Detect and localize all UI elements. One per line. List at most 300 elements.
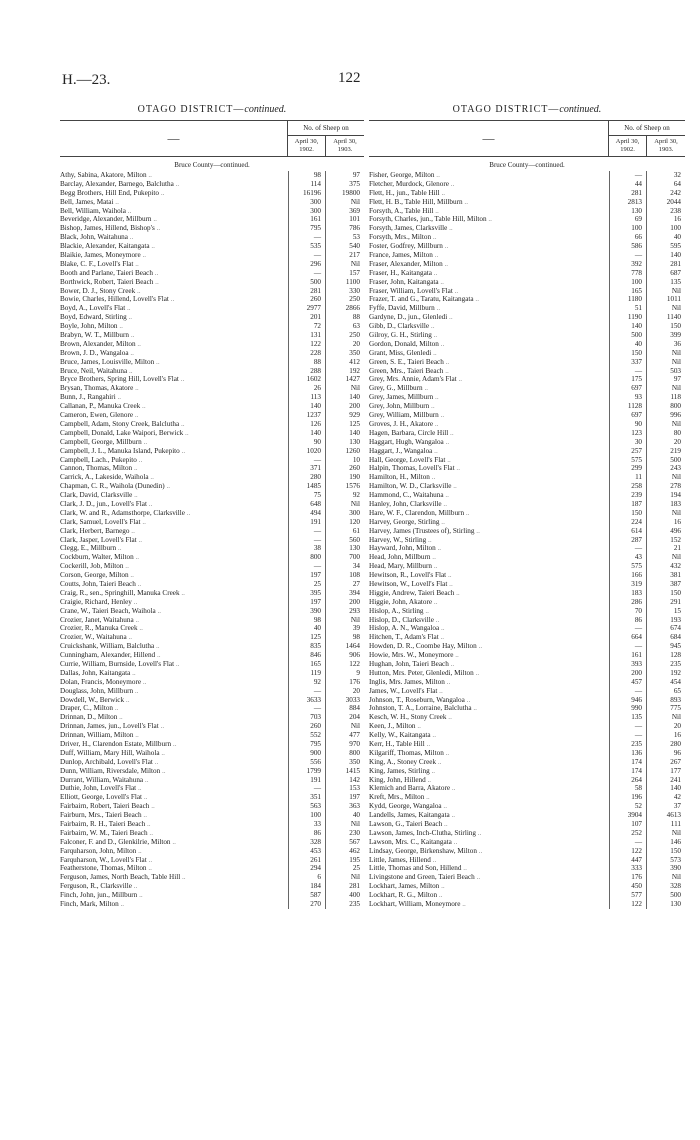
sheep-1903: 2044 [666,197,681,206]
owner-name: Howie, Mrs. W., Moneymore .. [369,651,609,660]
sheep-1903: 10 [352,455,360,464]
sheep-1902: 75 [288,491,326,500]
table-row [60,598,364,607]
sheep-1902: 107 [609,820,647,829]
table-row [369,384,685,393]
sheep-1902: 113 [288,393,326,402]
table-row [369,847,685,856]
owner-name: Cockburn, Walter, Milton .. [60,553,288,562]
sheep-1902: 300 [288,207,326,216]
table-row [60,616,364,625]
sheep-1902: 1602 [288,375,326,384]
table-row [60,856,364,865]
table-row [369,278,685,287]
table-row [60,509,364,518]
sheep-1902: — [609,838,647,847]
owner-name: Forsyth, James, Clarksville .. [369,224,609,233]
sheep-1902: 697 [609,384,647,393]
right-column-title: OTAGO DISTRICT—continued. [452,104,602,115]
table-row [60,589,364,598]
table-row [60,429,364,438]
sheep-1902: 800 [288,553,326,562]
sheep-1902: 69 [609,215,647,224]
owner-name: Kesch, W. H., Stony Creek .. [369,713,609,722]
owner-name: Bowie, Charles, Hillend, Lovell's Flat .. [60,295,288,304]
sheep-1902: 58 [609,784,647,793]
owner-name: Dolan, Francis, Moneymore .. [60,678,288,687]
owner-name: King, James, Stirling .. [369,767,609,776]
sheep-1902: — [609,544,647,553]
table-row [369,402,685,411]
sheep-1902: 778 [609,269,647,278]
sheep-1902: 140 [288,402,326,411]
sheep-1903: 125 [349,419,360,428]
right-table-body [369,171,685,909]
owner-name: Falconer, F. and D., Glenkilrie, Milton .. [60,838,288,847]
owner-name: Flett, H., jun., Table Hill .. [369,189,609,198]
sheep-1902: 264 [609,776,647,785]
table-row [60,438,364,447]
sheep-1903: 146 [670,837,681,846]
sheep-1902: 648 [288,500,326,509]
table-row [60,198,364,207]
sheep-1902: 165 [609,287,647,296]
sheep-1903: Nil [671,384,681,393]
table-row [60,740,364,749]
owner-name: Bell, James, Matai .. [60,198,288,207]
owner-name: Douglass, John, Millburn .. [60,687,288,696]
sheep-1903: 281 [349,882,360,891]
table-row [369,224,685,233]
table-row [60,900,364,909]
sheep-1903: 1415 [345,766,360,775]
owner-name: Drinnan, D., Milton .. [60,713,288,722]
sheep-1902: 100 [609,278,647,287]
sheep-1902: 140 [288,429,326,438]
owner-name: Hanley, John, Clarksville .. [369,500,609,509]
table-row [369,349,685,358]
owner-name: Lockhart, James, Milton .. [369,882,609,891]
sheep-1902: 577 [609,891,647,900]
sheep-1902: 100 [288,811,326,820]
sheep-1903: 140 [349,393,360,402]
table-row [369,624,685,633]
sheep-1902: 90 [609,420,647,429]
sheep-1902: 70 [609,607,647,616]
sheep-1902: 239 [609,491,647,500]
owner-name: Duthie, John, Lovell's Flat .. [60,784,288,793]
owner-name: Farquharson, W., Lovell's Flat .. [60,856,288,865]
sheep-1902: 1128 [609,402,647,411]
sheep-1903: 177 [670,766,681,775]
sheep-1902: 119 [288,669,326,678]
owner-name: Howden, D. R., Coombe Hay, Milton .. [369,642,609,651]
owner-name: Callanan, P., Manuka Creek .. [60,402,288,411]
owner-name: Johnson, T., Roseburn, Wangaloa .. [369,696,609,705]
year-1903-header: April 30, 1903. [654,138,678,153]
sheep-1902: 393 [609,660,647,669]
owner-name: Crozier, Janet, Waitahuna .. [60,616,288,625]
table-row [60,295,364,304]
sheep-1903: 970 [349,740,360,748]
owner-name: Athy, Sabina, Akatore, Milton .. [60,171,288,180]
owner-name: Campbell, J. L., Manuka Island, Pukepito .. [60,447,288,456]
sheep-1903: 190 [349,473,360,482]
table-row [60,864,364,873]
sheep-1902: 260 [288,295,326,304]
sheep-1902: 563 [288,802,326,811]
sheep-1903: 152 [670,535,681,544]
owner-name: Brown, J. D., Wangaloa .. [60,349,288,358]
sheep-1902: 235 [609,740,647,749]
sheep-1903: 111 [670,820,681,829]
sheep-1902: 261 [288,856,326,865]
sheep-1903: Nil [671,553,681,562]
sheep-1903: Nil [671,348,681,357]
table-row [60,224,364,233]
sheep-1902: 1799 [288,767,326,776]
document-code: H.—23. [62,72,111,88]
table-row [60,731,364,740]
sheep-1903: 390 [670,864,681,873]
owner-name: Ferguson, R., Clarksville .. [60,882,288,891]
table-row [369,375,685,384]
owner-name: Lockhart, R. G., Milton .. [369,891,609,900]
sheep-1903: 96 [673,748,681,757]
table-row [369,553,685,562]
owner-name: Clark, W. and R., Adamsthorpe, Clarksville .. [60,509,288,518]
sheep-1902: 371 [288,464,326,473]
owner-name: Grey, Mrs. Annie, Adam's Flat .. [369,375,609,384]
owner-name: Cunningham, Alexander, Hillend .. [60,651,288,660]
sheep-1903: 197 [349,793,360,802]
table-row [60,242,364,251]
table-row [60,251,364,260]
sheep-1902: 161 [609,651,647,660]
sheep-1903: 595 [670,242,681,251]
table-row [60,678,364,687]
table-row [369,829,685,838]
owner-name: Grant, Miss, Glenledi .. [369,349,609,358]
table-row [60,829,364,838]
sheep-1902: 390 [288,607,326,616]
owner-name: Carrick, A., Lakeside, Waihola .. [60,473,288,482]
table-row [60,571,364,580]
sheep-1903: 20 [352,686,360,695]
owner-name: Bower, D. J., Stony Creek .. [60,287,288,296]
sheep-1903: 1011 [666,295,681,304]
table-row [369,367,685,376]
sheep-1903: 399 [670,331,681,340]
table-row [369,651,685,660]
sheep-1902: 447 [609,856,647,865]
sheep-1903: 200 [349,402,360,411]
sheep-1903: 893 [670,695,681,704]
table-row [60,518,364,527]
sheep-1902: 1485 [288,482,326,491]
table-row [369,340,685,349]
sheep-1902: 200 [609,669,647,678]
sheep-1903: 250 [349,295,360,304]
sheep-1902: 125 [288,633,326,642]
owner-name: Flett, H. B., Table Hill, Millburn .. [369,198,609,207]
table-row [60,580,364,589]
sheep-1903: 200 [349,597,360,606]
sheep-1902: — [288,562,326,571]
sheep-1902: 135 [609,713,647,722]
sheep-1903: Nil [671,304,681,313]
sheep-count-header: No. of Sheep on [609,121,685,136]
sheep-1902: 294 [288,864,326,873]
table-row [60,607,364,616]
owner-name: Hall, George, Lovell's Flat .. [369,456,609,465]
sheep-1902: 43 [609,553,647,562]
sheep-1903: Nil [350,873,360,882]
table-row [60,847,364,856]
table-row [369,598,685,607]
table-row [60,651,364,660]
owner-name: Green, Mrs., Taieri Beach .. [369,367,609,376]
sheep-1903: 16 [673,215,681,224]
sheep-1903: 235 [670,659,681,668]
sheep-1903: 140 [349,428,360,437]
sheep-1902: 228 [288,349,326,358]
owner-name: Haggart, J., Wangaloa .. [369,447,609,456]
table-row [369,171,685,180]
table-row [369,242,685,251]
year-1902-header: April 30, 1902. [288,136,326,156]
table-row [369,776,685,785]
table-row [369,687,685,696]
sheep-1903: 32 [673,171,681,179]
sheep-1902: 52 [609,802,647,811]
sheep-1902: — [288,251,326,260]
sheep-1903: 40 [352,811,360,820]
table-row [369,358,685,367]
table-row [369,313,685,322]
sheep-1902: 795 [288,740,326,749]
owner-name: Gardyne, D., jun., Glenledi .. [369,313,609,322]
owner-name: Head, Mary, Millburn .. [369,562,609,571]
sheep-1903: 20 [673,437,681,446]
table-row [369,758,685,767]
table-row [60,722,364,731]
owner-name: Hewitson, W., Lovell's Flat .. [369,580,609,589]
table-row [369,251,685,260]
sheep-1903: 700 [349,553,360,562]
sheep-1902: 337 [609,358,647,367]
table-row [369,491,685,500]
table-row [60,278,364,287]
owner-name: King, John, Hillend .. [369,776,609,785]
owner-name: Fletcher, Murdock, Glenore .. [369,180,609,189]
table-row [60,358,364,367]
sheep-1903: 36 [673,339,681,348]
table-row [369,331,685,340]
table-row [369,287,685,296]
table-row [60,838,364,847]
table-row [60,180,364,189]
sheep-1903: 906 [349,651,360,660]
sheep-1903: 775 [670,704,681,713]
sheep-1902: 457 [609,678,647,687]
sheep-1903: 150 [670,846,681,855]
sheep-1903: 242 [670,188,681,197]
sheep-1902: 392 [609,260,647,269]
owner-name: Foster, Godfrey, Millburn .. [369,242,609,251]
sheep-1903: 34 [352,562,360,571]
table-row [369,198,685,207]
sheep-1903: 21 [673,544,681,553]
table-row [60,322,364,331]
sheep-1903: 204 [349,713,360,722]
sheep-1902: — [288,527,326,536]
sheep-1903: 235 [349,900,360,909]
owner-name: Corson, George, Milton .. [60,571,288,580]
owner-name: Kerr, H., Table Hill .. [369,740,609,749]
sheep-1903: 88 [352,313,360,322]
table-row [369,784,685,793]
table-row [60,304,364,313]
sheep-1902: 299 [609,464,647,473]
table-row [369,233,685,242]
sheep-1902: 281 [288,287,326,296]
table-row [60,669,364,678]
sheep-1903: Nil [350,197,360,206]
table-row [60,820,364,829]
owner-name: Green, S. E., Taieri Beach .. [369,358,609,367]
table-row [369,456,685,465]
owner-name: Dunn, William, Riversdale, Milton .. [60,767,288,776]
table-row [369,215,685,224]
table-row [369,500,685,509]
sheep-1903: 80 [673,428,681,437]
owner-name: Halpin, Thomas, Lovell's Flat .. [369,464,609,473]
sheep-1902: 257 [609,447,647,456]
sheep-1903: 98 [352,633,360,642]
sheep-1903: 192 [349,366,360,375]
sheep-1902: 98 [288,616,326,625]
sheep-1903: 375 [349,179,360,188]
sheep-1902: 3904 [609,811,647,820]
table-row [60,544,364,553]
table-row [60,340,364,349]
table-row [369,527,685,536]
owner-name: Hutton, Mrs. Peter, Glenledi, Milton .. [369,669,609,678]
table-row [60,215,364,224]
sheep-1903: 496 [670,526,681,535]
sheep-1903: Nil [671,473,681,482]
table-row [60,233,364,242]
owner-name: Chapman, C. R., Waihola (Dunedin) .. [60,482,288,491]
sheep-1903: 42 [673,793,681,802]
sheep-1902: 300 [288,198,326,207]
sheep-1902: 122 [609,900,647,909]
sheep-1903: 1464 [345,642,360,651]
sheep-1903: Nil [671,828,681,837]
sheep-1902: 126 [288,420,326,429]
sheep-1903: 192 [670,668,681,677]
sheep-1902: 280 [288,473,326,482]
owner-name: Cannon, Thomas, Milton .. [60,464,288,473]
sheep-1902: 587 [288,891,326,900]
sheep-1902: 664 [609,633,647,642]
page-number: 122 [338,70,361,86]
owner-name: Hagen, Barbara, Circle Hill .. [369,429,609,438]
table-row [369,580,685,589]
sheep-1903: 945 [670,642,681,651]
sheep-1902: 946 [609,696,647,705]
table-row [369,322,685,331]
owner-name: Hislop, D., Clarksville .. [369,616,609,625]
owner-name: Keen, J., Milton .. [369,722,609,731]
owner-name: Fyffe, David, Millburn .. [369,304,609,313]
owner-name: Durrant, William, Waitahuna .. [60,776,288,785]
sheep-1902: — [609,722,647,731]
owner-name: Kelly, W., Kaitangata .. [369,731,609,740]
sheep-1903: 140 [670,251,681,260]
owner-name: Clegg, E., Millburn .. [60,544,288,553]
table-row [60,536,364,545]
owner-name: Crozier, R., Manuka Creek .. [60,624,288,633]
sheep-1902: 1020 [288,447,326,456]
owner-name: Lawson, G., Taieri Beach .. [369,820,609,829]
sheep-1902: 224 [609,518,647,527]
sheep-1903: 280 [670,740,681,748]
table-row [60,287,364,296]
owner-name: Fisher, George, Milton .. [369,171,609,180]
owner-name: Bishop, James, Hillend, Bishop's .. [60,224,288,233]
sheep-1903: 687 [670,268,681,277]
owner-name: Fairbairn, W. M., Taieri Beach .. [60,829,288,838]
sheep-1902: 196 [609,793,647,802]
sheep-1902: — [288,704,326,713]
table-row [60,269,364,278]
sheep-1902: 260 [288,722,326,731]
sheep-1903: 300 [349,508,360,517]
table-row [369,660,685,669]
sheep-1903: 130 [349,544,360,553]
sheep-1902: 176 [609,873,647,882]
sheep-1903: 381 [670,571,681,580]
table-row [369,536,685,545]
owner-name: Bryce Brothers, Spring Hill, Lovell's Flat .. [60,375,288,384]
sheep-1902: 697 [609,411,647,420]
sheep-1903: 122 [349,659,360,668]
sheep-1902: 122 [609,847,647,856]
table-row [60,402,364,411]
table-row [369,633,685,642]
owner-name: Featherstone, Thomas, Milton .. [60,864,288,873]
owner-name: King, A., Stoney Creek .. [369,758,609,767]
owner-name: Hammond, C., Waitahuna .. [369,491,609,500]
owner-name: Coutts, John, Taieri Beach .. [60,580,288,589]
sheep-1902: 25 [288,580,326,589]
owner-name: Hewitson, R., Lovell's Flat .. [369,571,609,580]
owner-name: Blackie, Alexander, Kaitangata .. [60,242,288,251]
owner-name: Forsyth, A., Table Hill .. [369,207,609,216]
owner-name: Little, James, Hillend .. [369,856,609,865]
sheep-1902: 166 [609,571,647,580]
table-row [60,411,364,420]
sheep-1903: 9 [356,668,360,677]
owner-name: Brabyn, W. T., Millburn .. [60,331,288,340]
owner-name: Clark, Samuel, Lovell's Flat .. [60,518,288,527]
sheep-1903: 786 [349,224,360,233]
table-row [60,687,364,696]
sheep-1903: 100 [670,224,681,233]
owner-name: Lockhart, William, Moneymore .. [369,900,609,909]
